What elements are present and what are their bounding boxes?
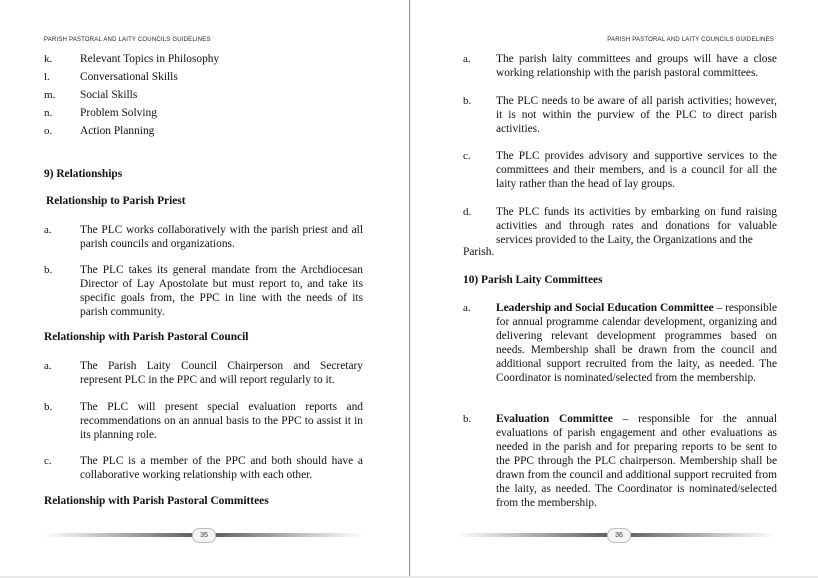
page-number: 36 (607, 528, 631, 543)
list-marker: d. (463, 206, 472, 218)
list-text: The PLC is a member of the PPC and both should have a collaborative working relationship with each other. (80, 455, 363, 481)
list-marker: a. (463, 302, 471, 314)
left-page (0, 0, 410, 576)
list-text: Action Planning (80, 125, 155, 137)
list-marker: b. (463, 413, 472, 425)
section-heading: 9) Relationships (44, 168, 123, 180)
list-marker: l. (44, 71, 50, 83)
list-text: Social Skills (80, 89, 138, 101)
list-text: Problem Solving (80, 107, 157, 119)
list-marker: c. (44, 455, 52, 467)
committee-name: Evaluation Committee (496, 413, 613, 425)
running-header: PARISH PASTORAL AND LAITY COUNCILS GUIDELINES (44, 37, 211, 43)
page-number: 35 (192, 528, 216, 543)
list-text (496, 412, 777, 510)
list-marker: n. (44, 107, 53, 119)
list-text: The PLC provides advisory and supportive services to the committees and their members, and is a council for all the laity rather than the head of lay groups. (496, 150, 777, 190)
list-text: Conversational Skills (80, 71, 178, 83)
list-marker: o. (44, 125, 53, 137)
list-text: The PLC will present special evaluation reports and recommendations on an annual basis to the PPC to assist it in its planning role. (80, 401, 363, 441)
sub-heading-committees: Relationship with Parish Pastoral Committees (44, 495, 269, 507)
right-page (411, 0, 818, 576)
list-marker: a. (44, 224, 52, 236)
committee-description: – responsible for annual programme calendar development, organizing and delivering relevant development programmes based on needs. Membership shall be drawn from the council and additional support recruited from the laity, as needed. The Coordinator is nominated/selected from the membership. (496, 302, 777, 384)
list-marker: m. (44, 89, 56, 101)
list-marker: k. (44, 53, 53, 65)
list-text: The PLC takes its general mandate from the Archdiocesan Director of Lay Apostolate but must report to, and take its specific goals from, the PPC in line with the needs of its parish community. (80, 264, 363, 318)
list-text: The Parish Laity Council Chairperson and Secretary represent PLC in the PPC and will report regularly to it. (80, 360, 363, 386)
section-heading: 10) Parish Laity Committees (463, 274, 603, 286)
list-marker: c. (463, 150, 471, 162)
sub-heading-priest: Relationship to Parish Priest (46, 195, 186, 207)
sub-heading-ppc: Relationship with Parish Pastoral Council (44, 331, 249, 343)
list-text: Relevant Topics in Philosophy (80, 53, 220, 65)
list-marker: b. (44, 264, 53, 276)
list-text: The PLC works collaboratively with the parish priest and all parish councils and organizations. (80, 224, 363, 250)
committee-name: Leadership and Social Education Committee (496, 302, 714, 314)
list-text: The PLC needs to be aware of all parish activities; however, it is not within the purview of the PLC to direct parish activities. (496, 95, 777, 135)
list-text: The parish laity committees and groups will have a close working relationship with the parish pastoral committees. (496, 53, 777, 79)
continuation-text: Parish. (463, 246, 495, 258)
list-marker: a. (44, 360, 52, 372)
list-marker: a. (463, 53, 471, 65)
running-header: PARISH PASTORAL AND LAITY COUNCILS GUIDELINES (607, 37, 774, 43)
committee-description: – responsible for the annual evaluations of parish engagement and other evaluations as needed in the parish and for preparing reports to be sent to the PPC through the PLC chairperson. Membership shall be drawn from the council and additional support recruited from the laity, as needed. The Coordinator is nominated/selected from the membership. (496, 413, 778, 509)
list-text: The PLC funds its activities by embarking on fund raising activities and through rates and donations for valuable services provided to the Laity, the Organizations and the (496, 206, 777, 246)
list-marker: b. (44, 401, 53, 413)
list-marker: b. (463, 95, 472, 107)
list-text (496, 301, 777, 385)
